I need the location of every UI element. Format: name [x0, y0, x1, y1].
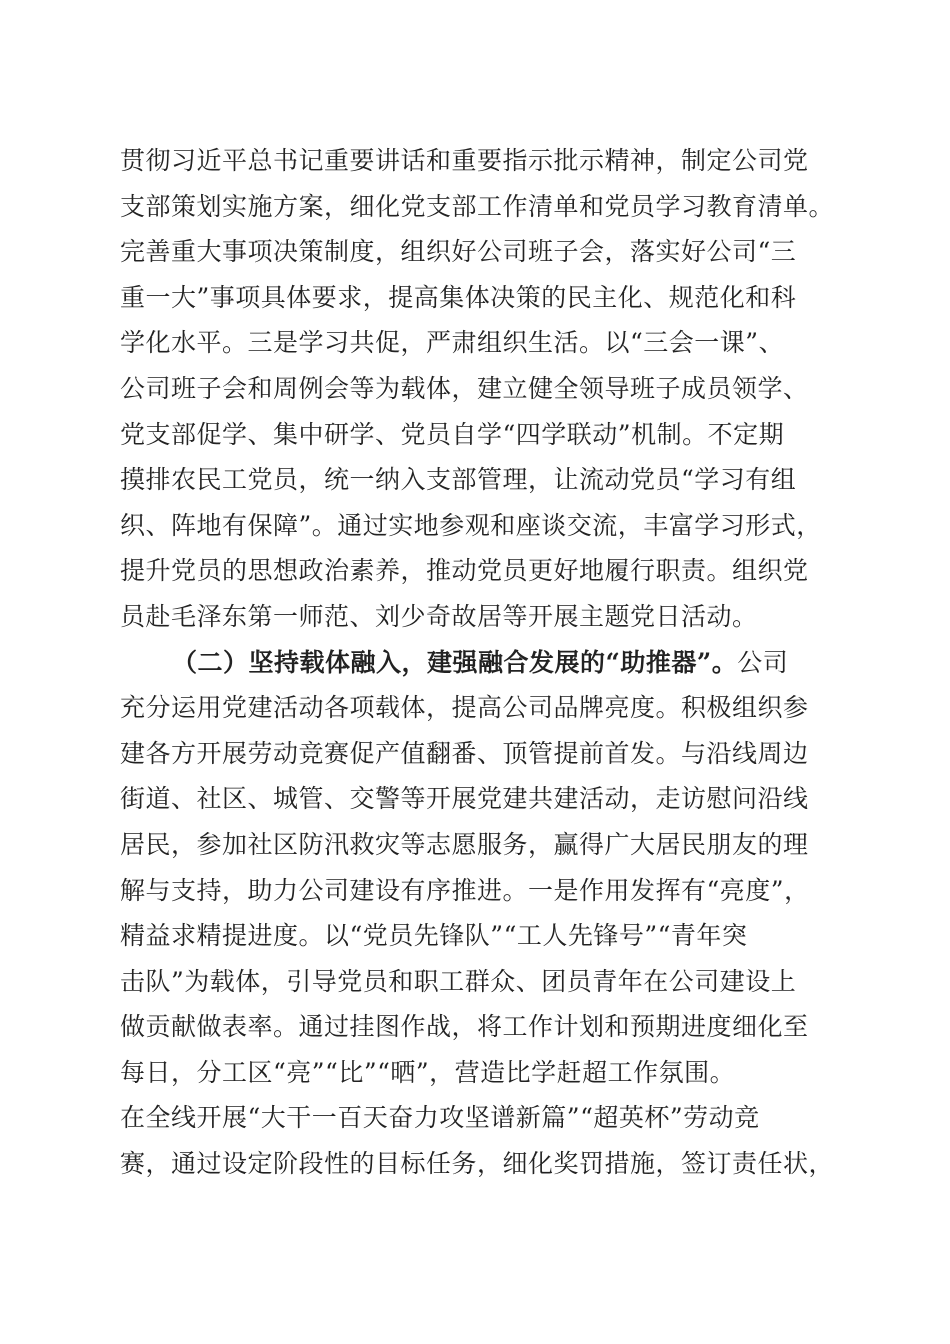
- text-line: 贯彻习近平总书记重要讲话和重要指示批示精神，制定公司党: [120, 146, 809, 175]
- text-line: 充分运用党建活动各项载体，提高公司品牌亮度。积极组织参: [120, 693, 809, 723]
- text-line: 完善重大事项决策制度，组织好公司班子会，落实好公司“三: [120, 237, 797, 267]
- section-heading: （二）坚持载体融入，建强融合发展的“助推器”。: [172, 647, 738, 677]
- text-line: 织、阵地有保障”。通过实地参观和座谈交流，丰富学习形式，: [120, 510, 822, 540]
- text-line: 建各方开展劳动竞赛促产值翻番、顶管提前首发。与沿线周边: [120, 738, 809, 768]
- text-line: 击队”为载体，引导党员和职工群众、团员青年在公司建设上: [120, 966, 797, 996]
- text-line: 重一大”事项具体要求，提高集体决策的民主化、规范化和科: [120, 282, 797, 312]
- text-line: 提升党员的思想政治素养，推动党员更好地履行职责。组织党: [120, 556, 809, 586]
- text-line: 街道、社区、城管、交警等开展党建共建活动，走访慰问沿线: [120, 784, 809, 814]
- section-heading-line: [120, 640, 832, 686]
- text-line: 精益求精提进度。以“党员先锋队”“工人先锋号”“青年突: [120, 921, 748, 951]
- text-line: 在全线开展“大干一百天奋力攻坚谱新篇”“超英杯”劳动竞: [120, 1103, 760, 1133]
- text-line: 解与支持，助力公司建设有序推进。一是作用发挥有“亮度”，: [120, 875, 810, 905]
- text-line: 学化水平。三是学习共促，严肃组织生活。以“三会一课”、: [120, 328, 785, 358]
- text-line: 支部策划实施方案，细化党支部工作清单和党员学习教育清单。: [120, 191, 835, 221]
- section-heading-tail: 公司: [737, 647, 789, 677]
- text-line: 党支部促学、集中研学、党员自学“四学联动”机制。不定期: [120, 419, 785, 449]
- text-line: 赛，通过设定阶段性的目标任务，细化奖罚措施，签订责任状，: [120, 1149, 835, 1179]
- text-line: 居民，参加社区防汛救灾等志愿服务，赢得广大居民朋友的理: [120, 829, 809, 859]
- text-line: 做贡献做表率。通过挂图作战，将工作计划和预期进度细化至: [120, 1012, 809, 1042]
- body-text: [120, 138, 835, 1187]
- text-line: 摸排农民工党员，统一纳入支部管理，让流动党员“学习有组: [120, 465, 797, 495]
- text-line: 每日，分工区“亮”“比”“晒”，营造比学赶超工作氛围。: [120, 1057, 736, 1087]
- text-line: 公司班子会和周例会等为载体，建立健全领导班子成员领学、: [120, 373, 809, 403]
- text-line: 员赴毛泽东第一师范、刘少奇故居等开展主题党日活动。: [120, 601, 758, 631]
